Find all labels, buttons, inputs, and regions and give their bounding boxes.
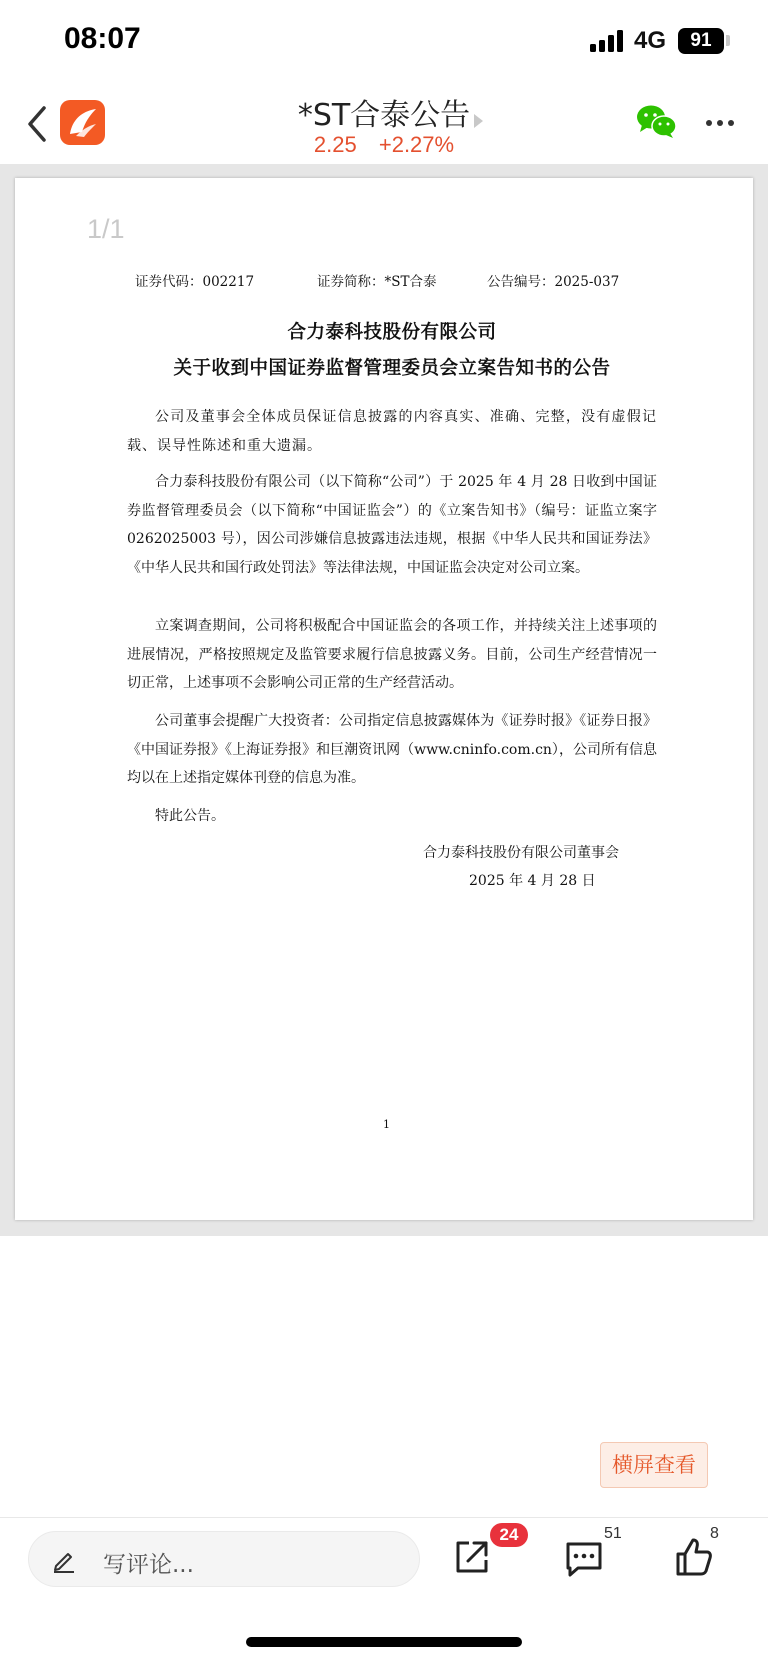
landscape-view-button[interactable]: 横屏查看 xyxy=(600,1442,708,1488)
back-button[interactable] xyxy=(18,102,58,146)
notice-title: 关于收到中国证券监督管理委员会立案告知书的公告 xyxy=(173,358,611,379)
stock-quote xyxy=(200,132,568,158)
signature: 合力泰科技股份有限公司董事会 xyxy=(423,845,619,861)
page-indicator: 1/1 xyxy=(87,214,125,244)
notice-date: 2025 年 4 月 28 日 xyxy=(469,873,596,889)
like-button[interactable] xyxy=(674,1536,714,1578)
battery-icon: 91 xyxy=(678,28,724,54)
paragraph-3: 公司董事会提醒广大投资者：公司指定信息披露媒体为《证券时报》《证券日报》《中国证券报》《上海证券报》和巨潮资讯网（www.cninfo.com.cn），公司所有信息均以在上述指定媒体刊登的信息为准。 xyxy=(127,713,657,786)
like-count: 8 xyxy=(710,1525,719,1542)
wechat-share-icon[interactable] xyxy=(636,104,678,140)
board-statement: 公司及董事会全体成员保证信息披露的内容真实、准确、完整，没有虚假记载、误导性陈述和重大遗漏。 xyxy=(127,409,657,454)
pencil-icon xyxy=(51,1547,77,1573)
battery-tip xyxy=(726,35,730,46)
share-button[interactable] xyxy=(452,1537,492,1577)
company-name: 合力泰科技股份有限公司 xyxy=(287,322,497,343)
app-logo-icon[interactable] xyxy=(60,100,105,145)
page-number: 1 xyxy=(383,1118,390,1131)
comment-placeholder: 写评论... xyxy=(103,1552,194,1578)
document-viewer[interactable] xyxy=(0,164,768,1236)
home-indicator[interactable] xyxy=(246,1637,522,1647)
comments-button[interactable] xyxy=(564,1540,604,1578)
share-icon xyxy=(452,1537,492,1577)
network-label: 4G xyxy=(634,27,667,54)
stock-change: +2.27% xyxy=(378,132,455,157)
status-bar xyxy=(0,0,768,84)
share-count-badge: 24 xyxy=(490,1523,528,1547)
comment-input[interactable] xyxy=(28,1531,420,1587)
nav-bar xyxy=(0,84,768,164)
more-options-icon[interactable] xyxy=(706,120,736,128)
thumbs-up-icon xyxy=(674,1536,714,1578)
chevron-left-icon xyxy=(18,102,58,146)
comment-icon xyxy=(564,1540,604,1578)
security-short-name: 证券简称：*ST合泰 xyxy=(317,274,437,290)
stock-price: 2.25 xyxy=(313,132,357,157)
security-code: 证券代码：002217 xyxy=(135,274,255,290)
bottom-divider xyxy=(0,1517,768,1518)
paragraph-1: 合力泰科技股份有限公司（以下简称“公司”）于 2025 年 4 月 28 日收到中国证券监督管理委员会（以下简称“中国证监会”）的《立案告知书》（编号：证监立案字 0262025003 号），因公司涉嫌信息披露违法违规，根据《中华人民共和国证券法》《中华人民共和国行政处罚法》等法律法规，中国证监会决定对公司立案。 xyxy=(127,474,657,576)
comment-count: 51 xyxy=(604,1525,622,1542)
page-title[interactable]: *ST合泰公告 xyxy=(297,98,471,133)
paragraph-2: 立案调查期间，公司将积极配合中国证监会的各项工作，并持续关注上述事项的进展情况，严格按照规定及监管要求履行信息披露义务。目前，公司生产经营情况一切正常，上述事项不会影响公司正常的生产经营活动。 xyxy=(127,618,657,691)
status-time: 08:07 xyxy=(64,22,141,55)
paragraph-closing: 特此公告。 xyxy=(155,808,225,824)
caret-right-icon[interactable] xyxy=(474,114,483,128)
document-page xyxy=(15,178,753,1220)
notice-number: 公告编号：2025-037 xyxy=(487,274,620,290)
signal-icon xyxy=(590,30,626,52)
